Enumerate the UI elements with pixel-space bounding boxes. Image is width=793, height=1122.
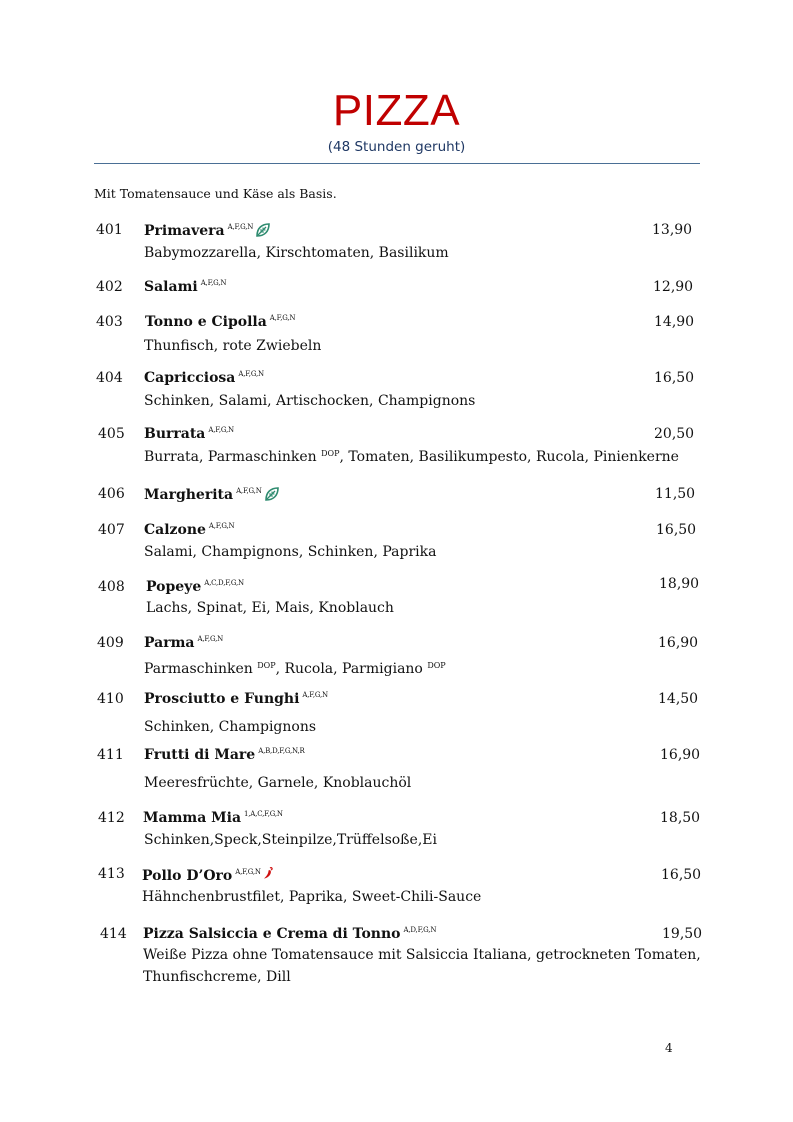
item-description: Weiße Pizza ohne Tomatensauce mit Salsiccia Italiana, getrockneten Tomaten,	[143, 947, 701, 963]
allergen-codes: A,F,G,N	[197, 635, 224, 643]
item-number: 411	[97, 747, 124, 763]
item-number: 412	[98, 810, 125, 826]
item-name: Pollo D’Oro $^{A,F,G,N}$	[142, 866, 274, 884]
menu-subtitle: (48 Stunden geruht)	[327, 139, 466, 155]
allergen-codes: A,F,G,N	[269, 314, 296, 322]
vegetarian-leaf-icon	[264, 486, 280, 502]
item-name: Primavera $^{A,F,G,N}$	[144, 222, 271, 239]
item-number: 402	[96, 279, 123, 295]
item-price: 16,90	[658, 635, 699, 651]
item-number: 407	[98, 522, 125, 538]
item-price: 14,50	[658, 691, 699, 707]
page-number: 4	[665, 1041, 673, 1055]
allergen-codes: A,F,G,N	[200, 279, 227, 287]
allergen-codes: A,C,D,F,G,N	[204, 579, 244, 587]
item-price: 13,90	[652, 222, 693, 238]
item-number: 409	[97, 635, 124, 651]
item-price: 18,50	[660, 810, 701, 826]
allergen-codes: A,F,G,N	[208, 522, 235, 530]
item-name: Popeye $^{A,C,D,F,G,N}$	[146, 579, 244, 595]
item-number: 414	[100, 926, 127, 942]
item-number: 406	[98, 486, 125, 502]
item-description: Parmaschinken $^{DOP}$, Rucola, Parmigiano $^{DOP}$	[144, 661, 446, 677]
item-price: 14,90	[654, 314, 695, 330]
item-description: Schinken, Salami, Artischocken, Champignons	[144, 393, 476, 409]
item-number: 408	[98, 579, 125, 595]
allergen-codes: A,F,G,N	[236, 487, 262, 495]
item-name: Tonno e Cipolla $^{A,F,G,N}$	[145, 314, 296, 330]
item-price: 16,50	[661, 867, 702, 883]
item-price: 16,90	[660, 747, 701, 763]
allergen-codes: A,D,F,G,N	[403, 926, 437, 934]
allergen-codes: A,F,G,N	[238, 370, 264, 378]
item-description: Lachs, Spinat, Ei, Mais, Knoblauch	[146, 600, 394, 616]
item-description: Salami, Champignons, Schinken, Paprika	[144, 544, 437, 560]
item-description: Babymozzarella, Kirschtomaten, Basilikum	[144, 245, 449, 261]
item-number: 403	[96, 314, 123, 330]
item-name: Burrata $^{A,F,G,N}$	[144, 426, 234, 442]
allergen-codes: A,B,D,F,G,N,R	[258, 747, 305, 755]
header-divider	[94, 163, 700, 164]
item-price: 19,50	[662, 926, 703, 942]
vegetarian-leaf-icon	[255, 222, 271, 238]
item-name: Parma $^{A,F,G,N}$	[144, 635, 224, 651]
item-number: 410	[97, 691, 124, 707]
item-description: Thunfisch, rote Zwiebeln	[144, 338, 322, 354]
allergen-codes: A,F,G,N	[302, 691, 328, 699]
item-number: 401	[96, 222, 123, 238]
allergen-codes: A,F,G,N	[227, 223, 254, 231]
item-name: Mamma Mia $^{1,A,C,F,G,N}$	[143, 810, 283, 826]
item-description: Schinken, Champignons	[144, 719, 317, 735]
allergen-codes: 1,A,C,F,G,N	[244, 810, 283, 818]
item-number: 405	[98, 426, 125, 442]
item-price: 18,90	[659, 576, 700, 592]
item-description: Hähnchenbrustfilet, Paprika, Sweet-Chili-Sauce	[142, 889, 482, 905]
item-description: Meeresfrüchte, Garnele, Knoblauchöl	[144, 775, 412, 791]
item-name: Prosciutto e Funghi $^{A,F,G,N}$	[144, 691, 328, 707]
item-description-continued: Thunfischcreme, Dill	[143, 969, 291, 985]
item-number: 413	[98, 866, 125, 882]
item-name: Pizza Salsiccia e Crema di Tonno $^{A,D,F,G,N}$	[143, 926, 437, 942]
item-price: 11,50	[655, 486, 696, 502]
item-name: Frutti di Mare $^{A,B,D,F,G,N,R}$	[144, 747, 305, 763]
item-name: Calzone $^{A,F,G,N}$	[144, 522, 235, 538]
allergen-codes: A,F,G,N	[208, 426, 234, 434]
menu-intro: Mit Tomatensauce und Käse als Basis.	[94, 186, 337, 201]
menu-title: PIZZA	[332, 86, 461, 135]
item-description: Burrata, Parmaschinken $^{DOP}$, Tomaten, Basilikumpesto, Rucola, Pinienkerne	[144, 449, 679, 465]
item-price: 20,50	[654, 426, 695, 442]
item-description: Schinken,Speck,Steinpilze,Trüffelsoße,Ei	[144, 832, 437, 848]
chili-pepper-icon	[262, 866, 274, 880]
item-number: 404	[96, 370, 123, 386]
item-price: 16,50	[656, 522, 697, 538]
item-price: 12,90	[653, 279, 694, 295]
item-name: Capricciosa $^{A,F,G,N}$	[144, 370, 264, 386]
allergen-codes: A,F,G,N	[235, 868, 261, 876]
item-name: Salami $^{A,F,G,N}$	[144, 279, 227, 295]
item-price: 16,50	[654, 370, 695, 386]
item-name: Margherita $^{A,F,G,N}$	[144, 486, 280, 503]
